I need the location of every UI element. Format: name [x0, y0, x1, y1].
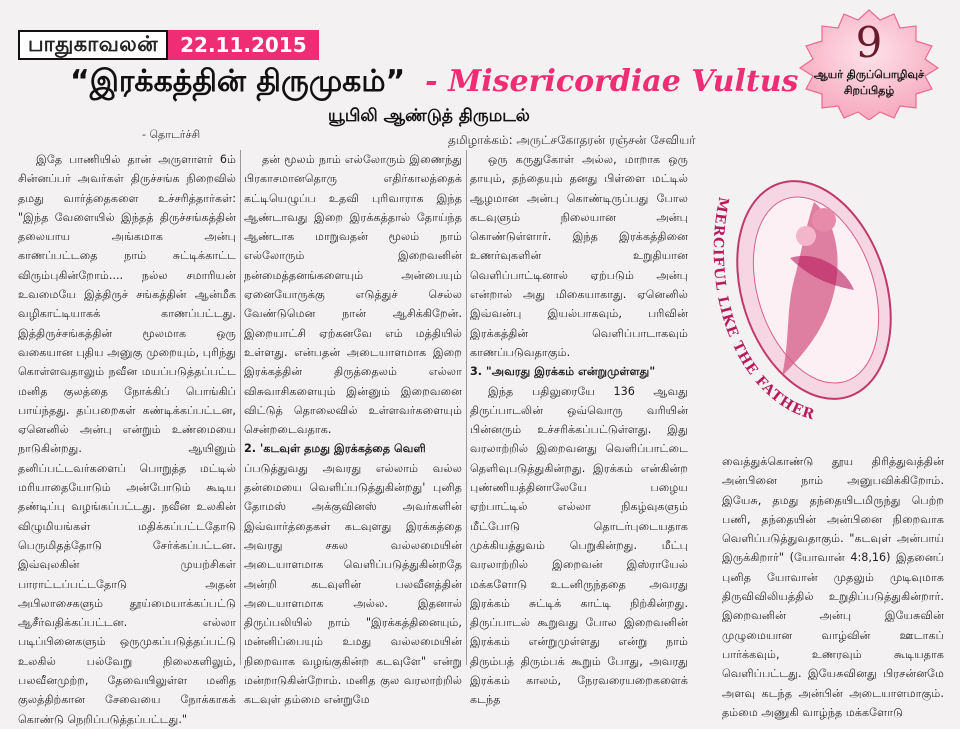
series-title: பாதுகாவலன் [18, 30, 168, 60]
badge-line-1: ஆயர் திருப்பொழிவுச் [813, 68, 925, 81]
column-2-text-b: ப்படுத்துவது அவரது எல்லாம் வல்ல தன்மையை வெளிப்படுத்துகின்றது' புனித தோமஸ் அக்குவினஸ் அவர்களின் இவ்வார்த்தைகள் கடவுளது இரக்கத்தை அவரது சகல வல்லமையின் அடையாளமாக வெளிப்படுத்துகின்றதே அன்றி கடவுளின் பலவீனத்தின் அடையாளமாக அல்ல. இதனால் திருப்பலியில் நாம் "இரக்கத்தினையும், மன்னிப்பையும் உமது வல்லமையின் நிறைவாக வழங்குகின்ற கடவுளே" என்று மன்றாடுகின்றோம். மனித குல வரலாற்றில் கடவுள் தம்மை என்றுமே [244, 461, 462, 707]
masthead [18, 30, 319, 60]
logo-graphic [694, 140, 924, 445]
column-4-text: வைத்துக்கொண்டு தூய திரித்துவத்தின் அன்பினை நாம் அனுபவிக்கிறோம். இயேசு, தமது தந்தையிடமிருந்து பெற்ற பணி, தந்தையின் அன்பினை நிறைவாக வெளிப்படுத்துவதாகும். "கடவுள் அன்பாய் இருக்கிறார்" (யோவான் 4:8,16) இதனைப் புனித யோவான் முதலும் முடிவுமாக திருவிவிலியத்தில் உறுதிப்படுத்துகின்றார். இறைவனின் அன்பு இயேசுவின் முழுமையான வாழ்வின் ஊடாகப் பார்க்கவும், உணரவும் கூடியதாக வெளிப்பட்டது. இயேசுவினது பிரசன்னமே அளவு கடந்த அன்பின் அடையாளமாகும். தம்மை அணுகி வாழ்ந்த மக்களோடு [722, 455, 944, 719]
article-column-1 [18, 150, 236, 729]
section-2-heading: 2. 'கடவுள் தமது இரக்கத்தை வெளி [244, 442, 426, 456]
column-divider [466, 150, 467, 665]
badge-line-2: சிறப்பிதழ் [843, 84, 895, 97]
issue-date: 22.11.2015 [168, 30, 319, 60]
issue-number: 9 [855, 18, 883, 67]
subheading: யூபிலி ஆண்டுத் திருமடல் [328, 106, 530, 126]
column-3-text-b: இந்த பதிலுரையே 136 ஆவது திருப்பாடலின் ஒவ்வொரு வரியின் பின்னரும் உச்சரிக்கப்பட்டுள்ளது. இது வரலாற்றில் இறைவனது வெளிப்பாட்டை தெளிவுபடுத்துகின்றது. இரக்கம் என்கின்ற புண்ணியத்தினாலேயே பழைய ஏற்பாட்டில் எல்லா நிகழ்வுகளும் மீட்போடு தொடர்புடையதாக முக்கியத்துவம் பெறுகின்றது. மீட்பு வரலாற்றில் இறைவன் இஸ்ராயேல் மக்களோடு உடனிருந்ததை அவரது இரக்கம் சுட்டிக் காட்டி நிற்கின்றது. திருப்பாடல் கூறுவது போல இறைவனின் இரக்கம் என்றுமுள்ளது என்று நாம் திரும்பத் திரும்பக் கூறும் போது, அவரது இரக்கம் காலம், நேரவரையறைகளைக் கடந்த [470, 384, 688, 707]
column-divider [240, 150, 241, 665]
special-issue-badge [792, 8, 946, 120]
section-3-heading: 3. "அவரது இரக்கம் என்றுமுள்ளது" [470, 365, 656, 379]
column-3-text-a: ஒரு கருதுகோள் அல்ல, மாறாக ஒரு தாயும், தந்தையும் தனது பிள்ளை மட்டில் ஆழமான அன்பு கொண்டிருப்பது போல கடவுளும் நிலையான அன்பு கொண்டுள்ளார். இந்த இரக்கத்தினை உணர்வுகளின் உறுதியான வெளிப்பாட்டினால் ஏற்படும் அன்பு என்றால் அது மிகையாகாது. ஏனெனில் இவ்வன்பு இயல்பாகவும், பரிவின் இரக்கத்தின் வெளிப்பாடாகவும் காணப்படுவதாகும். [470, 153, 688, 359]
article-column-2 [244, 150, 462, 710]
column-1-text: இதே பாணியில் தான் அருளாளர் 6ம் சின்னப்பர் அவர்கள் திருச்சங்க நிறைவில் தமது வார்த்தைகளை உச்சரித்தார்கள்: "இந்த வேளையில் இந்தத் திருச்சங்கத்தின் தலையாய அங்கமாக அன்பு காணப்பட்டதை நாம் சுட்டிக்காட்ட விரும்புகின்றோம்.... நல்ல சமாரியன் உவமையே இத்திருச் சங்கத்தின் ஆன்மீக வழிகாட்டியாகக் காணப்பட்டது. இத்திருச்சங்கத்தின் மூலமாக ஒரு வகையான புதிய அனுகு முறையும், புரிந்து கொள்ளவதாலும் நவீன மயப்படுத்தப்பட்ட மனித குலத்தை நோக்கிப் பொங்கிப் பாய்ந்தது. தப்பறைகள் கண்டிக்கப்பட்டன, ஏனெனில் அன்பு என்றும் உண்மையை நாடுகின்றது. ஆயினும் தனிப்பட்டவர்களைப் பொறுத்த மட்டில் மரியாதையோடும் அன்போடும் கூடிய தண்டிப்பு வழங்கப்பட்டது. நவீன உலகின் விழுமியங்கள் மதிக்கப்பட்டதோடு பெருமிதத்தோடு சேர்க்கப்பட்டன. இவ்வுலகின் முயற்சிகள் பாராட்டப்பட்டதோடு அதன் அபிலாசைகளும் தூய்மையாக்கப்பட்டு ஆசீர்வதிக்கப்பட்டன. எல்லா படிப்பினைகளும் ஒருமுகப்படுத்தப்பட்டு உலகில் பல்வேறு நிலைகளிலும், பலவீனமுற்ற, தேவையிலுள்ள மனித குலத்திற்கான சேவையை நோக்காகக் கொண்டு நெறிப்படுத்தப்பட்டது." [18, 153, 236, 726]
logo-motto-text: MERCIFUL LIKE THE FATHER [709, 195, 817, 424]
article-column-4 [722, 452, 944, 722]
jubilee-of-mercy-logo [694, 140, 924, 445]
translator-credit: தமிழாக்கம்: அருட்சகோதரன் ரஞ்சன் சேவியர் [448, 133, 696, 147]
article-column-3 [470, 150, 688, 710]
headline-tamil: “இரக்கத்தின் திருமுகம்” [70, 64, 406, 99]
headline [70, 64, 798, 103]
continuation-note: - தொடர்ச்சி [142, 128, 201, 141]
headline-latin: - Misericordiae Vultus [425, 64, 799, 99]
column-2-text-a: தன் மூலம் நாம் எல்லோரும் இணைந்து பிரகாசமானதொரு எதிர்காலத்தைக் கட்டியெழுப்ப உதவி புரிவாராக இந்த ஆண்டாவது இறை இரக்கத்தால் தோய்ந்த ஆண்டாக மாறுவதன் மூலம் நாம் எல்லோரும் இறைவனின் நன்மைத்தனங்களையும் அன்பையும் ஏனையோருக்கு எடுத்துச் செல்ல வேண்டுமென நான் ஆசிக்கிறேன். இறையாட்சி ஏற்கனவே எம் மத்தியில் உள்ளது. என்பதன் அடையாளமாக இறை இரக்கத்தின் திருத்தைலம் எல்லா விசுவாசிகளையும் இன்னும் இறைவனை விட்டுத் தொலைவில் உள்ளவர்களையும் சென்றடைவதாக. [244, 153, 462, 437]
